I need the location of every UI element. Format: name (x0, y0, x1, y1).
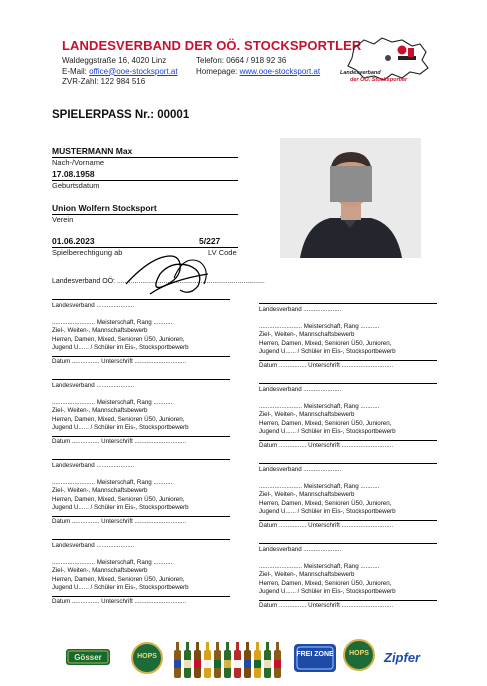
organization-name: LANDESVERBAND DER OÖ. STOCKSPORTLER (62, 38, 362, 53)
block-lv: Landesverband ...................... (259, 546, 342, 553)
sponsor-zipfer-text: Zipfer (384, 650, 421, 665)
block-datum: Datum ................ Unterschrift .............................. (52, 596, 230, 607)
block-bewerb: Ziel-, Weiten-, Mannschaftsbewerb (52, 407, 148, 415)
block-lv: Landesverband ...................... (259, 386, 342, 393)
block-jugend: Jugend U...... / Schüler im Eis-, Stocksportbewerb (259, 348, 396, 356)
block-meister: ......................... Meisterschaft, Rang ........... (259, 322, 380, 330)
block-bewerb: Ziel-, Weiten-, Mannschaftsbewerb (259, 571, 355, 579)
season-block (52, 539, 230, 607)
block-bewerb: Ziel-, Weiten-, Mannschaftsbewerb (52, 327, 148, 335)
season-block (259, 543, 437, 611)
block-datum: Datum ................ Unterschrift .............................. (259, 360, 437, 371)
block-bewerb: Ziel-, Weiten-, Mannschaftsbewerb (259, 411, 355, 419)
logo-text-line1: Landesverband (340, 70, 381, 76)
address: Waldeggstraße 16, 4020 Linz (62, 56, 167, 65)
homepage-line (196, 67, 320, 78)
block-jugend: Jugend U...... / Schüler im Eis-, Stocksportbewerb (259, 428, 396, 436)
block-datum: Datum ................ Unterschrift .............................. (259, 440, 437, 451)
block-bewerb: Ziel-, Weiten-, Mannschaftsbewerb (259, 331, 355, 339)
lv-code-label: LV Code (208, 248, 237, 257)
block-meister: ......................... Meisterschaft, Rang ........... (259, 562, 380, 570)
block-meister: ......................... Meisterschaft, Rang ........... (52, 558, 173, 566)
block-datum: Datum ................ Unterschrift .............................. (259, 600, 437, 611)
date-of-birth: 17.08.1958 (52, 169, 95, 179)
block-classes: Herren, Damen, Mixed, Senioren Ü50, Junioren, (259, 419, 392, 427)
phone: Telefon: 0664 / 918 92 36 (196, 56, 287, 65)
person-photo-icon (280, 138, 421, 258)
lv-code: 5/227 (199, 236, 221, 246)
sponsor-hops-text-2: HOPS (349, 650, 369, 657)
sponsor-hops-logo-2 (342, 638, 376, 677)
block-datum: Datum ................ Unterschrift .............................. (52, 436, 230, 447)
block-meister: ......................... Meisterschaft, Rang ........... (52, 398, 173, 406)
season-block (52, 299, 230, 367)
federation-signature-line: Landesverband OÖ: ............................................................................ (52, 278, 265, 285)
block-bewerb: Ziel-, Weiten-, Mannschaftsbewerb (52, 487, 148, 495)
sponsor-freizone-text: FREI ZONE (296, 651, 334, 658)
season-block (52, 379, 230, 447)
dob-label: Geburtsdatum (52, 181, 100, 190)
block-bewerb: Ziel-, Weiten-, Mannschaftsbewerb (259, 491, 355, 499)
block-datum: Datum ................ Unterschrift .............................. (52, 356, 230, 367)
block-meister: ......................... Meisterschaft, Rang ........... (52, 318, 173, 326)
block-lv: Landesverband ...................... (52, 302, 135, 309)
block-meister: ......................... Meisterschaft, Rang ........... (259, 482, 380, 490)
federation-logo (340, 34, 432, 92)
upper-austria-map-icon (340, 34, 432, 92)
block-classes: Herren, Damen, Mixed, Senioren Ü50, Junioren, (52, 575, 185, 583)
logo-text-line2: der OÖ. Stocksportler (350, 76, 408, 83)
bottles-icon (172, 640, 290, 680)
sponsor-goesser-text: Gösser (74, 653, 102, 662)
sponsor-freizone-logo (294, 644, 336, 677)
block-jugend: Jugend U...... / Schüler im Eis-, Stocksportbewerb (52, 424, 189, 432)
block-lv: Landesverband ...................... (52, 382, 135, 389)
block-classes: Herren, Damen, Mixed, Senioren Ü50, Junioren, (52, 335, 185, 343)
email-line (62, 67, 178, 78)
block-jugend: Jugend U...... / Schüler im Eis-, Stocksportbewerb (259, 508, 396, 516)
block-datum: Datum ................ Unterschrift .............................. (52, 516, 230, 527)
name-label: Nach-/Vorname (52, 158, 105, 167)
block-bewerb: Ziel-, Weiten-, Mannschaftsbewerb (52, 567, 148, 575)
homepage-label: Homepage: (196, 66, 238, 76)
sponsor-goesser-logo (66, 641, 110, 676)
block-lv: Landesverband ...................... (259, 466, 342, 473)
signature-icon (120, 244, 220, 304)
eligibility-date: 01.06.2023 (52, 236, 95, 246)
sponsor-zipfer-logo (384, 650, 420, 665)
season-block (259, 303, 437, 371)
season-block (52, 459, 230, 527)
block-jugend: Jugend U...... / Schüler im Eis-, Stocksportbewerb (259, 588, 396, 596)
divider (52, 214, 238, 215)
email-label: E-Mail: (62, 66, 87, 76)
club-label: Verein (52, 215, 74, 224)
pass-title: SPIELERPASS Nr.: 00001 (52, 109, 190, 121)
homepage-link[interactable]: www.ooe-stocksport.at (239, 66, 321, 76)
email-link[interactable]: office@ooe-stocksport.at (89, 66, 178, 76)
block-jugend: Jugend U...... / Schüler im Eis-, Stocksportbewerb (52, 504, 189, 512)
block-classes: Herren, Damen, Mixed, Senioren Ü50, Junioren, (52, 415, 185, 423)
block-datum: Datum ................ Unterschrift .............................. (259, 520, 437, 531)
player-name: MUSTERMANN Max (52, 146, 133, 156)
sponsor-hops-logo (130, 641, 164, 680)
club-name: Union Wolfern Stocksport (52, 203, 157, 213)
season-block (259, 463, 437, 531)
zvr-number: ZVR-Zahl: 122 984 516 (62, 77, 146, 86)
block-classes: Herren, Damen, Mixed, Senioren Ü50, Junioren, (259, 579, 392, 587)
block-jugend: Jugend U...... / Schüler im Eis-, Stocksportbewerb (52, 344, 189, 352)
block-jugend: Jugend U...... / Schüler im Eis-, Stocksportbewerb (52, 584, 189, 592)
block-meister: ......................... Meisterschaft, Rang ........... (52, 478, 173, 486)
season-block (259, 383, 437, 451)
block-lv: Landesverband ...................... (52, 542, 135, 549)
block-lv: Landesverband ...................... (259, 306, 342, 313)
eligibility-label: Spielberechtigung ab (52, 248, 123, 257)
block-classes: Herren, Damen, Mixed, Senioren Ü50, Junioren, (259, 499, 392, 507)
sponsor-bottles-image (172, 640, 290, 685)
player-photo (280, 138, 421, 258)
block-meister: ......................... Meisterschaft, Rang ........... (259, 402, 380, 410)
sponsor-hops-text: HOPS (137, 653, 157, 660)
block-lv: Landesverband ...................... (52, 462, 135, 469)
block-classes: Herren, Damen, Mixed, Senioren Ü50, Junioren, (259, 339, 392, 347)
block-classes: Herren, Damen, Mixed, Senioren Ü50, Junioren, (52, 495, 185, 503)
